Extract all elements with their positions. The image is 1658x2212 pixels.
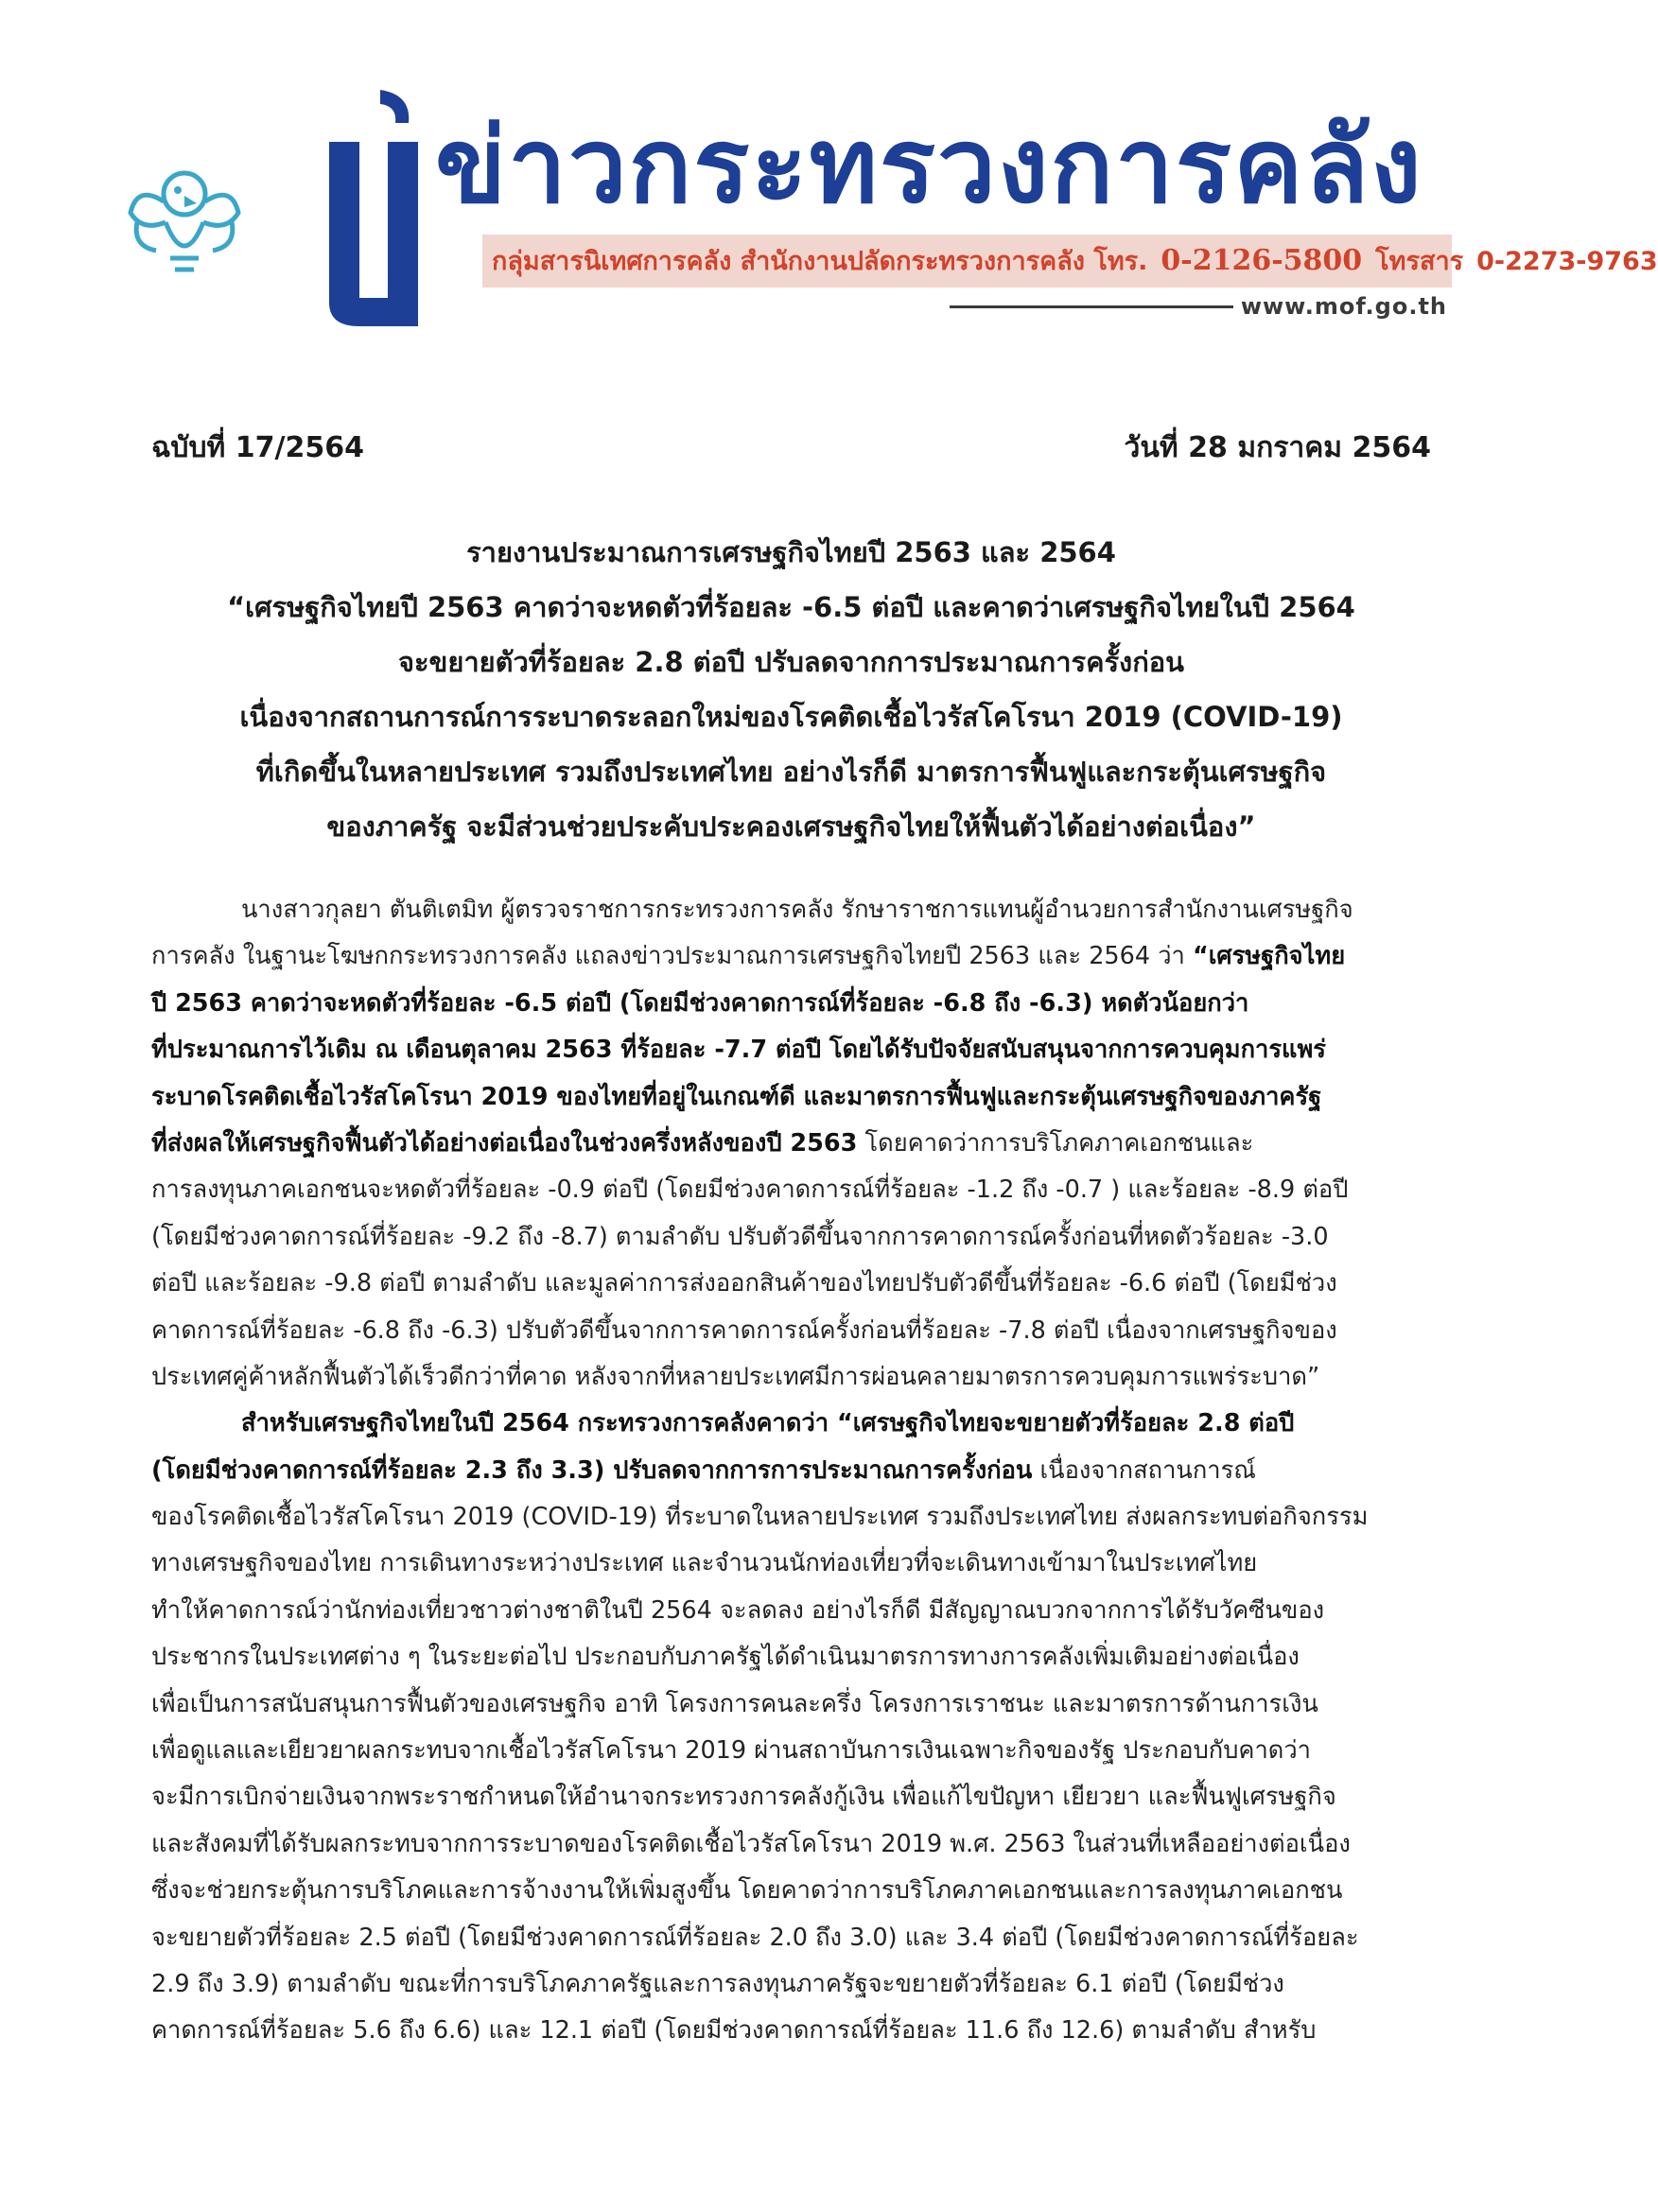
- website-url: www.mof.go.th: [1240, 293, 1447, 320]
- paragraph-line: จะขยายตัวที่ร้อยละ 2.5 ต่อปี (โดยมีช่วงคาดการณ์ที่ร้อยละ 2.0 ถึง 3.0) และ 3.4 ต่อปี (โดยมีช่วงคาดการณ์ที่ร้อยละ: [151, 1923, 1359, 1952]
- paragraph-line: ประชากรในประเทศต่าง ๆ ในระยะต่อไป ประกอบกับภาครัฐได้ดำเนินมาตรการทางการคลังเพิ่มเติมอย่างต่อเนื่อง: [151, 1643, 1300, 1672]
- department-name: กลุ่มสารนิเทศการคลัง สำนักงานปลัดกระทรวงการคลัง โทร.: [492, 247, 1148, 276]
- paragraph-line: ระบาดโรคติดเชื้อไวรัสโคโรนา 2019 ของไทยที่อยู่ในเกณฑ์ดี และมาตรการฟื้นฟูและกระตุ้นเศรษฐกิจของภาครัฐ: [151, 1082, 1322, 1111]
- headline-line: รายงานประมาณการเศรษฐกิจไทยปี 2563 และ 2564: [466, 536, 1116, 568]
- article-body: [151, 887, 1431, 2055]
- bold-quote: “เศรษฐกิจไทย: [1192, 942, 1346, 971]
- fax-label: โทรสาร: [1375, 247, 1464, 276]
- paragraph-line: 2.9 ถึง 3.9) ตามลำดับ ขณะที่การบริโภคภาครัฐและการลงทุนภาครัฐจะขยายตัวที่ร้อยละ 6.1 ต่อปี (โดยมีช่วง: [151, 1969, 1284, 1998]
- paragraph-line: คาดการณ์ที่ร้อยละ -6.8 ถึง -6.3) ปรับตัวดีขึ้นจากการคาดการณ์ครั้งก่อนที่ร้อยละ -7.8 ต่อปี เนื่องจากเศรษฐกิจของ: [151, 1315, 1337, 1345]
- paragraph-line: ประเทศคู่ค้าหลักฟื้นตัวได้เร็วดีกว่าที่คาด หลังจากที่หลายประเทศมีการผ่อนคลายมาตรการควบคุมการแพร่ระบาด”: [151, 1362, 1320, 1391]
- paragraph-line: (โดยมีช่วงคาดการณ์ที่ร้อยละ 2.3 ถึง 3.3) ปรับลดจากการการประมาณการครั้งก่อน เนื่องจากสถานการณ์: [151, 1455, 1256, 1485]
- paragraph-line: ต่อปี และร้อยละ -9.8 ต่อปี ตามลำดับ และมูลค่าการส่งออกสินค้าของไทยปรับตัวดีขึ้นที่ร้อยละ -6.6 ต่อปี (โดยมีช่วง: [151, 1269, 1337, 1298]
- phone-number: 0-2126-5800: [1161, 244, 1363, 277]
- paragraph-line: การคลัง ในฐานะโฆษกกระทรวงการคลัง แถลงข่าวประมาณการเศรษฐกิจไทยปี 2563 และ 2564 ว่า “เศรษฐกิจไทย: [151, 942, 1346, 971]
- paragraph-line: ของโรคติดเชื้อไวรัสโคโรนา 2019 (COVID-19) ที่ระบาดในหลายประเทศ รวมถึงประเทศไทย ส่งผลกระทบต่อกิจกรรม: [151, 1503, 1369, 1532]
- headline-line: ของภาครัฐ จะมีส่วนช่วยประคับประคองเศรษฐกิจไทยให้ฟื้นตัวได้อย่างต่อเนื่อง”: [326, 810, 1256, 843]
- issue-meta: [151, 426, 1431, 469]
- paragraph-line: ที่ส่งผลให้เศรษฐกิจฟื้นตัวได้อย่างต่อเนื่องในช่วงครึ่งหลังของปี 2563 โดยคาดว่าการบริโภคภาคเอกชนและ: [151, 1128, 1254, 1158]
- letterhead: [123, 66, 1658, 350]
- fax-number: 0-2273-9763: [1476, 247, 1658, 276]
- paragraph-line: ทางเศรษฐกิจของไทย การเดินทางระหว่างประเทศ และจำนวนนักท่องเที่ยวที่จะเดินทางเข้ามาในประเทศไทย: [151, 1549, 1258, 1578]
- paragraph-line: และสังคมที่ได้รับผลกระทบจากการระบาดของโรคติดเชื้อไวรัสโคโรนา 2019 พ.ศ. 2563 ในส่วนที่เหลืออย่างต่อเนื่อง: [151, 1829, 1351, 1858]
- paragraph-line: คาดการณ์ที่ร้อยละ 5.6 ถึง 6.6) และ 12.1 ต่อปี (โดยมีช่วงคาดการณ์ที่ร้อยละ 11.6 ถึง 12.6) ตามลำดับ สำหรับ: [151, 2016, 1317, 2046]
- paragraph-line: นางสาวกุลยา ตันติเตมิท ผู้ตรวจราชการกระทรวงการคลัง รักษาราชการแทนผู้อำนวยการสำนักงานเศรษฐกิจ: [241, 896, 1353, 924]
- paragraph-line: สำหรับเศรษฐกิจไทยในปี 2564 กระทรวงการคลังคาดว่า “เศรษฐกิจไทยจะขยายตัวที่ร้อยละ 2.8 ต่อปี: [241, 1409, 1295, 1438]
- paragraph-line: เพื่อดูแลและเยียวยาผลกระทบจากเชื้อไวรัสโคโรนา 2019 ผ่านสถาบันการเงินเฉพาะกิจของรัฐ ประกอบกับคาดว่า: [151, 1736, 1312, 1766]
- paragraph-line: (โดยมีช่วงคาดการณ์ที่ร้อยละ -9.2 ถึง -8.7) ตามลำดับ ปรับตัวดีขึ้นจากการคาดการณ์ครั้งก่อนที่หดตัวร้อยละ -3.0: [151, 1222, 1329, 1251]
- headline-line: “เศรษฐกิจไทยปี 2563 คาดว่าจะหดตัวที่ร้อยละ -6.5 ต่อปี และคาดว่าเศรษฐกิจไทยในปี 2564: [227, 591, 1355, 623]
- headline-line: จะขยายตัวที่ร้อยละ 2.8 ต่อปี ปรับลดจากการประมาณการครั้งก่อน: [397, 646, 1185, 678]
- headline-line: ที่เกิดขึ้นในหลายประเทศ รวมถึงประเทศไทย อย่างไรก็ดี มาตรการฟื้นฟูและกระตุ้นเศรษฐกิจ: [255, 756, 1327, 788]
- headline: [151, 525, 1431, 854]
- divider: [950, 305, 1233, 308]
- masthead-initial-mark: [322, 85, 426, 331]
- website-line: [950, 293, 1447, 320]
- masthead-title: ข่าวกระทรวงการคลัง: [435, 105, 1423, 226]
- paragraph-line: ปี 2563 คาดว่าจะหดตัวที่ร้อยละ -6.5 ต่อปี (โดยมีช่วงคาดการณ์ที่ร้อยละ -6.8 ถึง -6.3) หดตัวน้อยกว่า: [151, 988, 1249, 1018]
- contact-bar-text: [492, 240, 1658, 283]
- headline-line: เนื่องจากสถานการณ์การระบาดระลอกใหม่ของโรคติดเชื้อไวรัสโคโรนา 2019 (COVID-19): [239, 701, 1343, 733]
- issue-number: ฉบับที่ 17/2564: [151, 431, 364, 464]
- paragraph-line: เพื่อเป็นการสนับสนุนการฟื้นตัวของเศรษฐกิจ อาทิ โครงการคนละครึ่ง โครงการเราชนะ และมาตรการด้านการเงิน: [151, 1689, 1318, 1718]
- paragraph-line: ทำให้คาดการณ์ว่านักท่องเที่ยวชาวต่างชาติในปี 2564 จะลดลง อย่างไรก็ดี มีสัญญาณบวกจากการได้รับวัคซีนของ: [151, 1595, 1325, 1625]
- paragraph-line: ซึ่งจะช่วยกระตุ้นการบริโภคและการจ้างงานให้เพิ่มสูงขึ้น โดยคาดว่าการบริโภคภาคเอกชนและการลงทุนภาคเอกชน: [151, 1876, 1343, 1906]
- paragraph-line: จะมีการเบิกจ่ายเงินจากพระราชกำหนดให้อำนาจกระทรวงการคลังกู้เงิน เพื่อแก้ไขปัญหา เยียวยา และฟื้นฟูเศรษฐกิจ: [151, 1783, 1336, 1812]
- paragraph-line: การลงทุนภาคเอกชนจะหดตัวที่ร้อยละ -0.9 ต่อปี (โดยมีช่วงคาดการณ์ที่ร้อยละ -1.2 ถึง -0.7 ) และร้อยละ -8.9 ต่อปี: [151, 1176, 1349, 1205]
- garuda-emblem-icon: [123, 147, 246, 279]
- paragraph-line: ที่ประมาณการไว้เดิม ณ เดือนตุลาคม 2563 ที่ร้อยละ -7.7 ต่อปี โดยได้รับปัจจัยสนับสนุนจากการควบคุมการแพร่: [151, 1036, 1326, 1065]
- issue-date: วันที่ 28 มกราคม 2564: [1124, 431, 1431, 464]
